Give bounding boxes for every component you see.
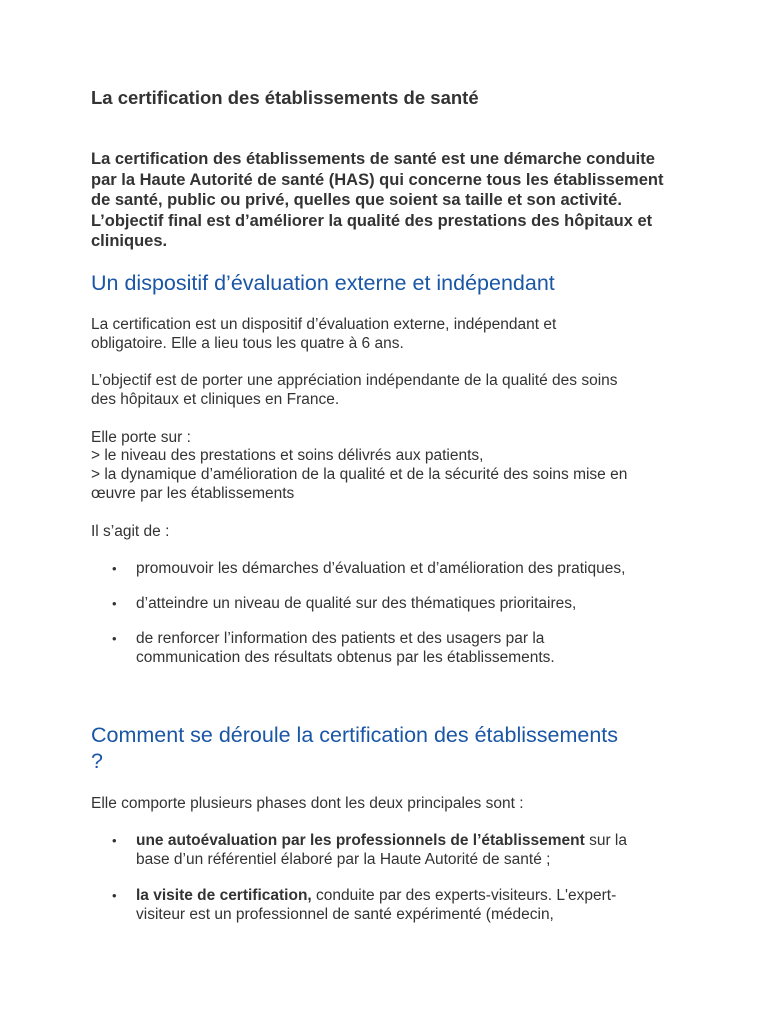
document-title: La certification des établissements de santé — [91, 87, 479, 108]
list-item-text: d’atteindre un niveau de qualité sur des thématiques prioritaires, — [136, 595, 577, 612]
section-heading-process: Comment se déroule la certification des établissements — [91, 723, 619, 747]
paragraph-line: des hôpitaux et cliniques en France. — [91, 391, 340, 408]
list-item-rest: conduite par des experts-visiteurs. L'expert- — [311, 887, 617, 904]
section-heading-process-continuation: ? — [91, 749, 103, 773]
list-item-text: base d’un référentiel élaboré par la Haute Autorité de santé ; — [136, 851, 551, 868]
list-item-text — [136, 886, 676, 905]
paragraph-line: La certification est un dispositif d’évaluation externe, indépendant et — [91, 316, 557, 333]
paragraph-line: Elle comporte plusieurs phases dont les deux principales sont : — [91, 795, 524, 812]
section-heading-evaluation: Un dispositif d’évaluation externe et indépendant — [91, 271, 555, 295]
paragraph-line: obligatoire. Elle a lieu tous les quatre à 6 ans. — [91, 335, 404, 352]
intro-paragraph: La certification des établissements de santé est une démarche conduite par la Haute Autorité de santé (HAS) qui concerne tous les établissement de santé, public ou privé, quelles que soient sa taille et son activité. L’objectif final est d’améliorer la qualité des prestations des hôpitaux et cliniques. — [91, 150, 664, 250]
bullet-icon: • — [112, 631, 117, 646]
list-item-text: communication des résultats obtenus par les établissements. — [136, 649, 555, 666]
paragraph-line: L’objectif est de porter une appréciation indépendante de la qualité des soins — [91, 372, 618, 389]
list-item-text: promouvoir les démarches d’évaluation et d’amélioration des pratiques, — [136, 560, 626, 577]
list-item-text: de renforcer l’information des patients et des usagers par la — [136, 630, 545, 647]
list-item-bold: la visite de certification, — [136, 887, 312, 904]
paragraph-line: œuvre par les établissements — [91, 485, 295, 502]
list-item-bold: une autoévaluation par les professionnels de l’établissement — [136, 832, 585, 849]
paragraph-line: Elle porte sur : — [91, 429, 191, 446]
bullet-icon: • — [112, 833, 117, 848]
list-item-text — [136, 831, 676, 850]
bullet-icon: • — [112, 596, 117, 611]
bullet-icon: • — [112, 561, 117, 576]
list-item-rest: sur la — [584, 832, 627, 849]
paragraph-line: > le niveau des prestations et soins délivrés aux patients, — [91, 447, 484, 464]
bullet-icon: • — [112, 888, 117, 903]
paragraph-line: Il s’agit de : — [91, 523, 170, 540]
paragraph-line: > la dynamique d’amélioration de la qualité et de la sécurité des soins mise en — [91, 466, 628, 483]
list-item-text: visiteur est un professionnel de santé expérimenté (médecin, — [136, 906, 554, 923]
